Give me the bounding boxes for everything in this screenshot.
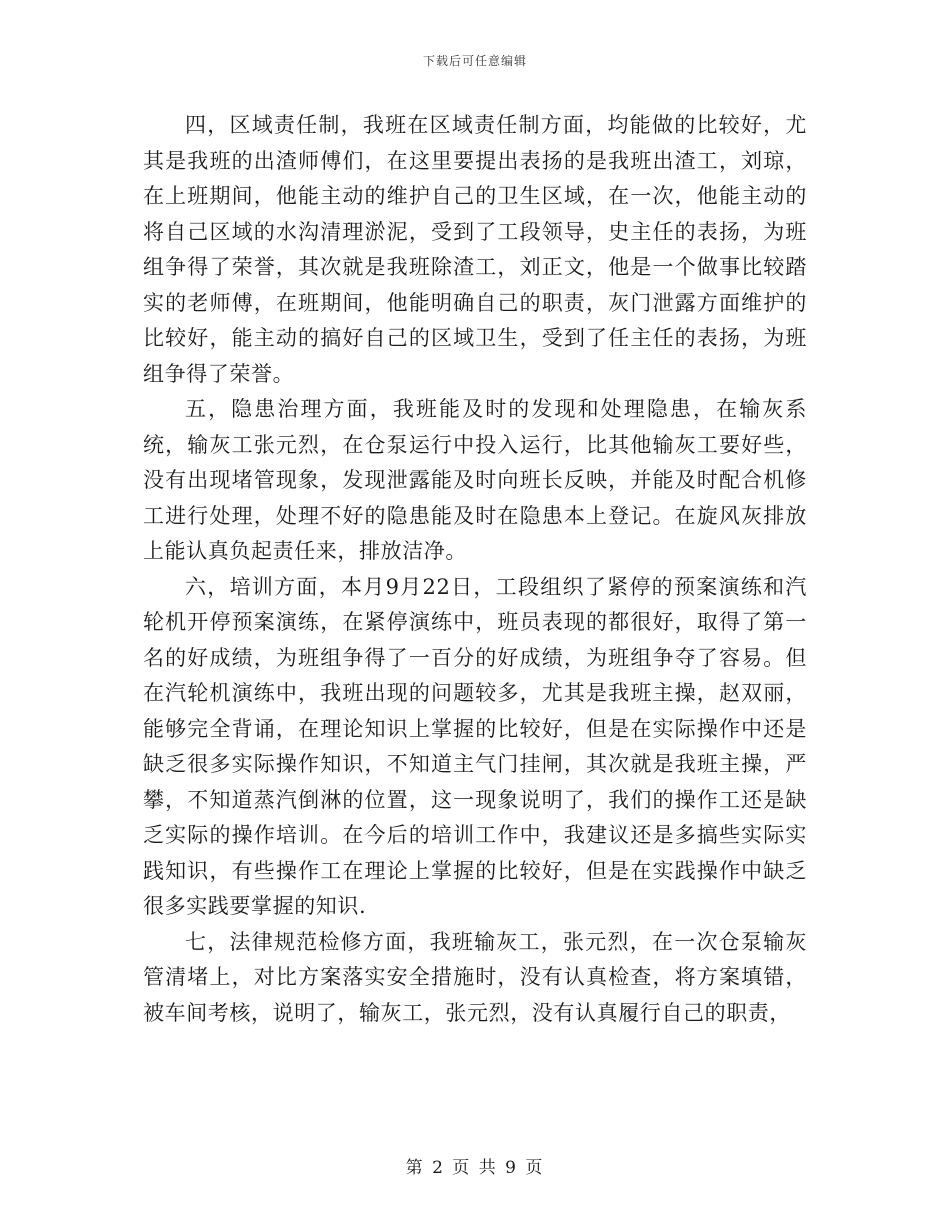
paragraph-hazard-management: 五，隐患治理方面，我班能及时的发现和处理隐患，在输灰系统，输灰工张元烈，在仓泵运行中投入运行，比其他输灰工要好些，没有出现堵管现象，发现泄露能及时向班长反映，并能及时配合机修工进行处理，处理不好的隐患能及时在隐患本上登记。在旋风灰排放上能认真负起责任来，排放洁净。 <box>143 397 807 563</box>
paragraph-maintenance-compliance: 七，法律规范检修方面，我班输灰工，张元烈，在一次仓泵输灰管清堵上，对比方案落实安全措施时，没有认真检查，将方案填错，被车间考核，说明了，输灰工，张元烈，没有认真履行自己的职责， <box>143 929 807 1025</box>
document-body <box>143 108 807 1031</box>
header-note: 下载后可任意编辑 <box>422 54 527 68</box>
page-number: 第 2 页 共 9 页 <box>405 1158 545 1178</box>
paragraph-training: 六，培训方面，本月9月22日，工段组织了紧停的预案演练和汽轮机开停预案演练，在紧停演练中，班员表现的都很好，取得了第一名的好成绩，为班组争得了一百分的好成绩，为班组争夺了容易。但在汽轮机演练中，我班出现的问题较多，尤其是我班主操，赵双丽，能够完全背诵，在理论知识上掌握的比较好，但是在实际操作中还是缺乏很多实际操作知识，不知道主气门挂闸，其次就是我班主操，严攀，不知道蒸汽倒淋的位置，这一现象说明了，我们的操作工还是缺乏实际的操作培训。在今后的培训工作中，我建议还是多搞些实际实践知识，有些操作工在理论上掌握的比较好，但是在实践操作中缺乏很多实践要掌握的知识. <box>143 574 807 918</box>
paragraph-regional-responsibility: 四，区域责任制，我班在区域责任制方面，均能做的比较好，尤其是我班的出渣师傅们，在这里要提出表扬的是我班出渣工，刘琼，在上班期间，他能主动的维护自己的卫生区域，在一次，他能主动的将自己区域的水沟清理淤泥，受到了工段领导，史主任的表扬，为班组争得了荣誉，其次就是我班除渣工，刘正文，他是一个做事比较踏实的老师傅，在班期间，他能明确自己的职责，灰门泄露方面维护的比较好，能主动的搞好自己的区域卫生，受到了任主任的表扬，为班组争得了荣誉。 <box>143 113 807 386</box>
